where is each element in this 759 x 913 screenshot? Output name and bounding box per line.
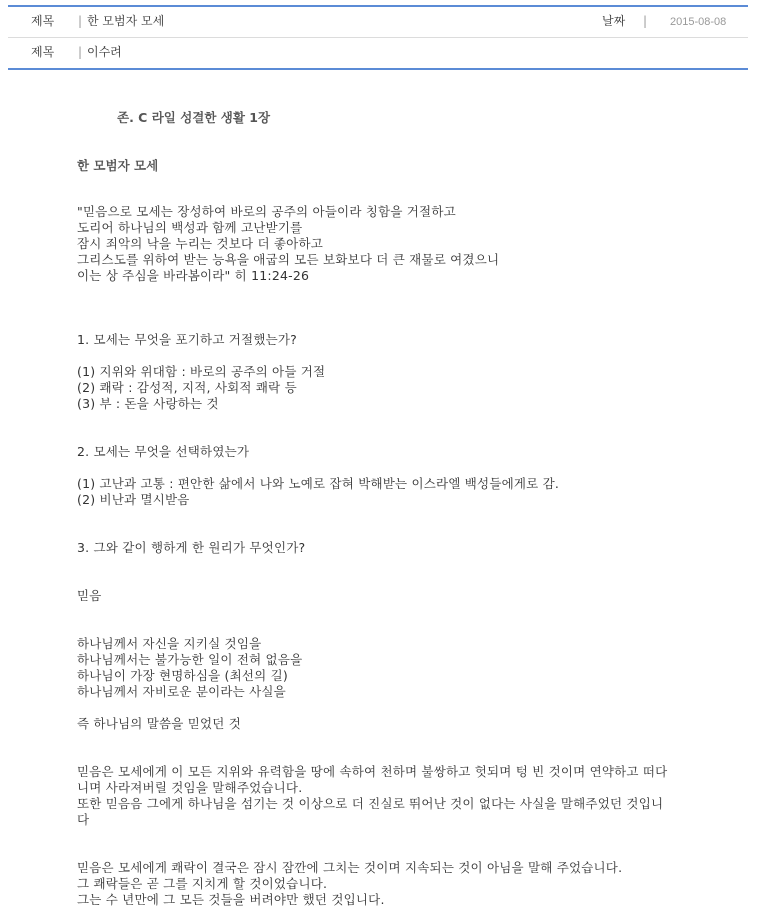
question-1: 1. 모세는 무엇을 포기하고 거절했는가? [77, 332, 297, 347]
section-title: 한 모범자 모세 [77, 158, 159, 173]
author-separator: | [78, 45, 83, 59]
date-label: 날짜 [602, 14, 626, 28]
paragraph-line: 니며 사라져버릴 것임을 말해주었습니다. [77, 780, 303, 795]
header-bottom-border [8, 68, 748, 70]
author-value: 이수려 [87, 45, 122, 59]
paragraph-line: 또한 믿음음 그에게 하나님을 섬기는 것 이상으로 더 진실로 뛰어난 것이 없다는 사실을 말해주었던 것입니 [77, 796, 664, 811]
date-value: 2015-08-08 [670, 16, 727, 28]
author-label: 제목 [31, 45, 55, 59]
paragraph-line: 믿음은 모세에게 이 모든 지위와 유력함을 땅에 속하여 천하며 불쌍하고 헛되며 텅 빈 것이며 연약하고 떠다 [77, 764, 668, 779]
paragraph-line: 그 쾌락들은 곧 그를 지치게 할 것이었습니다. [77, 876, 328, 891]
list-item: (2) 비난과 멸시받음 [77, 492, 190, 507]
paragraph-line: 믿음은 모세에게 쾌락이 결국은 잠시 잠깐에 그치는 것이며 지속되는 것이 아님을 말해 주었습니다. [77, 860, 623, 875]
quote-line: 이는 상 주심을 바라봄이라" 히 11:24-26 [77, 268, 310, 283]
quote-line: "믿음으로 모세는 장성하여 바로의 공주의 아들이라 칭함을 거절하고 [77, 204, 456, 219]
header-top-border [8, 5, 748, 7]
subject-label: 제목 [31, 14, 55, 28]
answer: 믿음 [77, 588, 102, 603]
faith-summary: 즉 하나님의 말씀을 믿었던 것 [77, 716, 241, 731]
quote-line: 잠시 죄악의 낙을 누리는 것보다 더 좋아하고 [77, 236, 323, 251]
list-item: (1) 고난과 고통 : 편안한 삶에서 나와 노예로 잡혀 박해받는 이스라엘 백성들에게로 감. [77, 476, 560, 491]
faith-line: 하나님께서는 불가능한 일이 전혀 없음을 [77, 652, 303, 667]
paragraph-line: 다 [77, 812, 90, 827]
list-item: (3) 부 : 돈을 사랑하는 것 [77, 396, 219, 411]
header-row-divider [8, 37, 748, 38]
subject-separator: | [78, 14, 83, 28]
quote-line: 도리어 하나님의 백성과 함께 고난받기를 [77, 220, 303, 235]
subject-value: 한 모범자 모세 [87, 14, 165, 28]
faith-line: 하나님께서 자신을 지키실 것임을 [77, 636, 262, 651]
date-separator: | [643, 14, 648, 28]
faith-line: 하나님께서 자비로운 분이라는 사실을 [77, 684, 286, 699]
question-3: 3. 그와 같이 행하게 한 원리가 무엇인가? [77, 540, 306, 555]
book-title: 존. C 라일 성결한 생활 1장 [117, 110, 271, 125]
question-2: 2. 모세는 무엇을 선택하였는가 [77, 444, 250, 459]
quote-line: 그리스도를 위하여 받는 능욕을 애굽의 모든 보화보다 더 큰 재물로 여겼으니 [77, 252, 500, 267]
paragraph-line: 그는 수 년만에 그 모든 것들을 버려야만 했던 것입니다. [77, 892, 385, 907]
list-item: (1) 지위와 위대함 : 바로의 공주의 아들 거절 [77, 364, 326, 379]
list-item: (2) 쾌락 : 감성적, 지적, 사회적 쾌락 등 [77, 380, 297, 395]
faith-line: 하나님이 가장 현명하심을 (최선의 길) [77, 668, 288, 683]
